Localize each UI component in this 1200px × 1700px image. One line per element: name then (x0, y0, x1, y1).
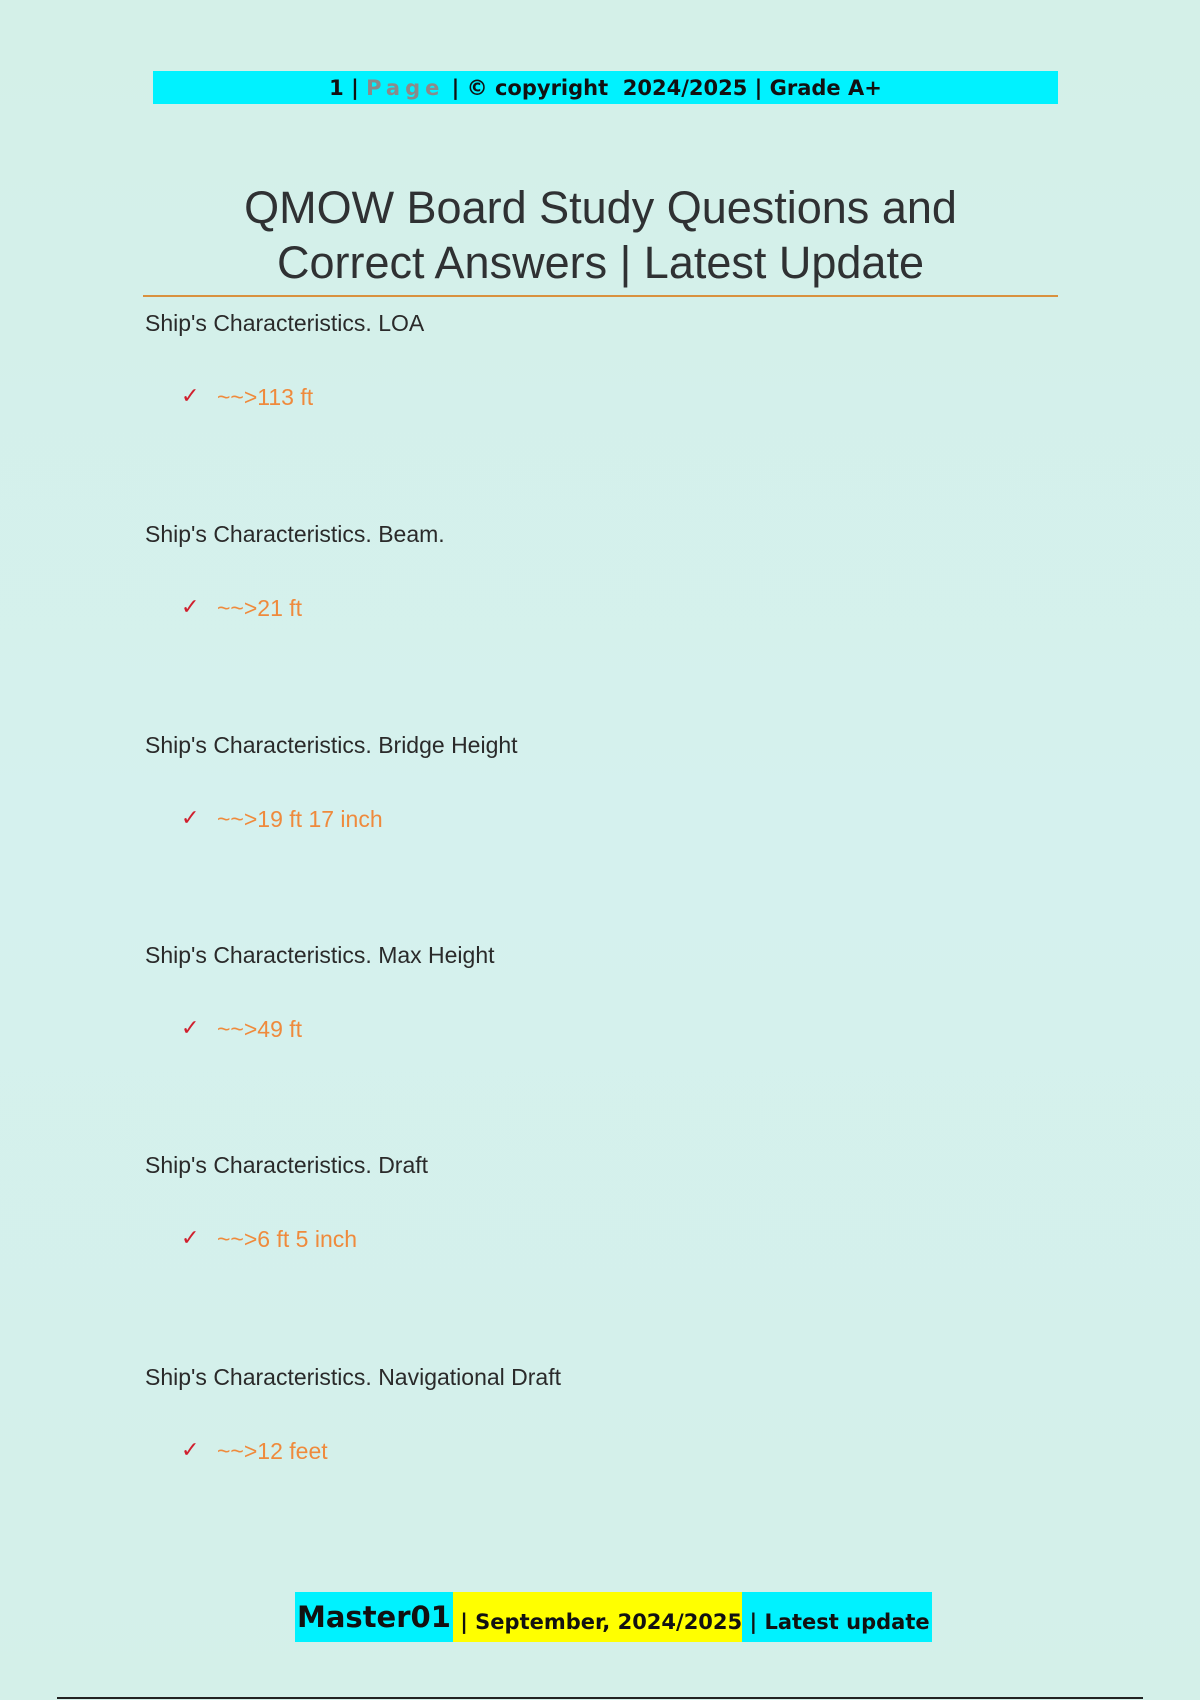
qa-item (145, 1362, 1045, 1466)
qa-item (145, 730, 1045, 834)
question-text: Ship's Characteristics. Max Height (145, 942, 495, 968)
answer-text: ~~>19 ft 17 inch (217, 806, 383, 832)
answer-text: ~~>49 ft (217, 1016, 303, 1042)
copyright-text: | © copyright 2024/2025 | Grade A+ (444, 75, 882, 100)
page-number: 1 (329, 75, 344, 100)
answer-text: ~~>6 ft 5 inch (217, 1226, 358, 1252)
page-header (153, 71, 1058, 104)
question-text: Ship's Characteristics. Draft (145, 1152, 429, 1178)
answer-text: ~~>113 ft (217, 384, 314, 410)
answer-text: ~~>21 ft (217, 595, 303, 621)
qa-item (145, 308, 1045, 412)
answer-row (181, 593, 1045, 623)
answer-row (181, 1014, 1045, 1044)
question-text: Ship's Characteristics. Beam. (145, 521, 445, 547)
question-text: Ship's Characteristics. Navigational Draft (145, 1364, 561, 1390)
answer-row (181, 1436, 1045, 1466)
footer-latest-update: | Latest update (742, 1592, 931, 1642)
page-label: Page (366, 75, 445, 100)
check-icon: ✓ (181, 1016, 200, 1041)
qa-item (145, 519, 1045, 623)
question-text: Ship's Characteristics. LOA (145, 310, 425, 336)
check-icon: ✓ (181, 595, 200, 620)
answer-row (181, 804, 1045, 834)
qa-item (145, 940, 1045, 1044)
title-divider (143, 295, 1058, 297)
footer-date: | September, 2024/2025 (453, 1592, 742, 1642)
answer-text: ~~>12 feet (217, 1438, 328, 1464)
answer-row (181, 382, 1045, 412)
document-title: QMOW Board Study Questions and Correct Answers | Latest Update (244, 182, 957, 288)
check-icon: ✓ (181, 1438, 200, 1463)
header-separator: | (343, 75, 367, 100)
check-icon: ✓ (181, 384, 200, 409)
answer-row (181, 1224, 1045, 1254)
footer-rule (57, 1697, 1143, 1699)
page-footer (295, 1592, 932, 1642)
qa-item (145, 1150, 1045, 1254)
footer-brand: Master01 (295, 1592, 453, 1642)
question-text: Ship's Characteristics. Bridge Height (145, 732, 518, 758)
check-icon: ✓ (181, 1226, 200, 1251)
check-icon: ✓ (181, 806, 200, 831)
